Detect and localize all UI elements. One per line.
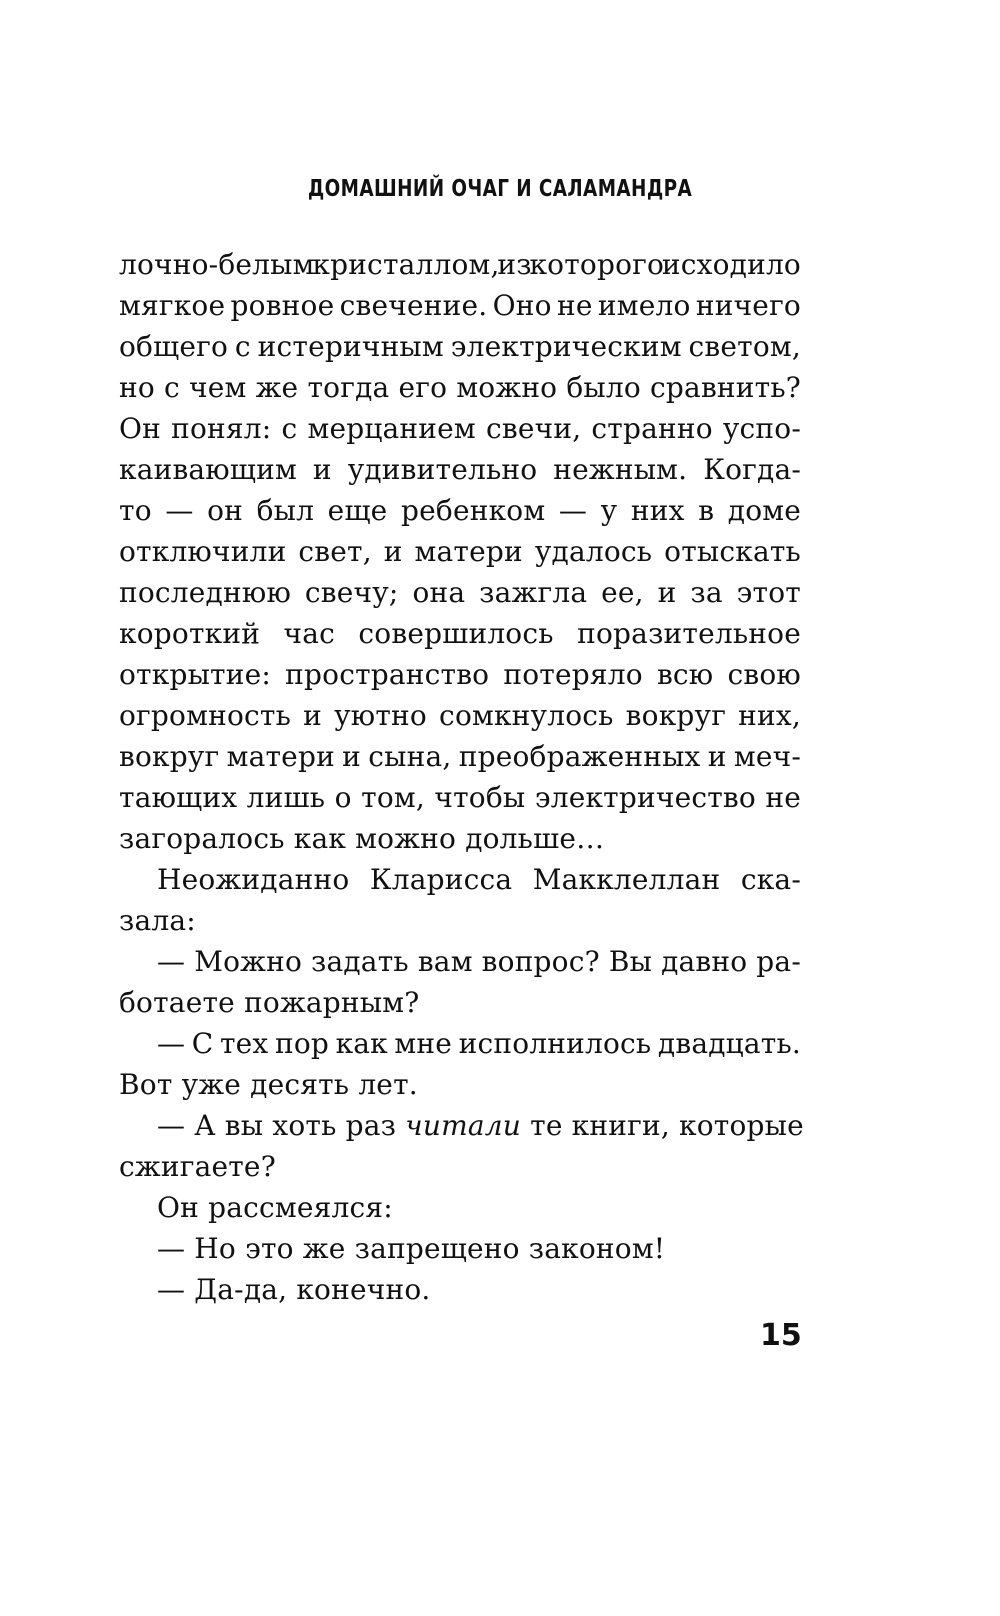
page-number: 15 <box>760 1318 802 1353</box>
text-line: сжигаете? <box>119 1150 276 1183</box>
text-line: короткий час совершилось поразительное <box>119 617 801 650</box>
text-line: общего с истеричным электрическим светом, <box>119 330 801 363</box>
text-fragment: — А вы хоть раз <box>157 1109 397 1142</box>
text-line: последнюю свечу; она зажгла ее, и за этот <box>119 576 801 609</box>
text-line: отключили свет, и матери удалось отыскать <box>119 535 801 568</box>
text-line: Неожиданно Кларисса Макклеллан ска- <box>157 863 801 896</box>
text-line: лочно-белым кристаллом, из которого исходило <box>119 248 801 281</box>
text-line: загоралось как можно дольше… <box>119 822 605 855</box>
text-line: — Но это же запрещено законом! <box>157 1232 666 1265</box>
text-line: каивающим и удивительно нежным. Когда- <box>119 453 801 486</box>
running-head: ДОМАШНИЙ ОЧАГ И САЛАМАНДРА <box>307 176 693 202</box>
text-line <box>119 1105 804 1146</box>
text-line: зала: <box>119 904 196 937</box>
text-line: то — он был еще ребенком — у них в доме <box>119 494 801 527</box>
text-line: открытие: пространство потеряло всю свою <box>119 658 801 691</box>
italic-word: читали <box>405 1109 522 1142</box>
text-line: — Можно задать вам вопрос? Вы давно ра- <box>157 945 801 978</box>
text-line: Он рассмеялся: <box>157 1191 393 1224</box>
text-line: — Да-да, конечно. <box>157 1273 431 1306</box>
text-line: Вот уже десять лет. <box>119 1068 418 1101</box>
body-text <box>119 244 804 1310</box>
text-line: Он понял: с мерцанием свечи, странно успо- <box>119 412 801 445</box>
text-line: тающих лишь о том, чтобы электричество не <box>119 781 801 814</box>
text-line: — С тех пор как мне исполнилось двадцать. <box>157 1027 801 1060</box>
text-line: но с чем же тогда его можно было сравнить? <box>119 371 801 404</box>
text-fragment: те книги, которые <box>530 1109 804 1142</box>
text-line: мягкое ровное свечение. Оно не имело ничего <box>119 289 801 322</box>
text-line: огромность и уютно сомкнулось вокруг них, <box>119 699 801 732</box>
text-line: ботаете пожарным? <box>119 986 420 1019</box>
text-line: вокруг матери и сына, преображенных и меч- <box>119 740 801 773</box>
